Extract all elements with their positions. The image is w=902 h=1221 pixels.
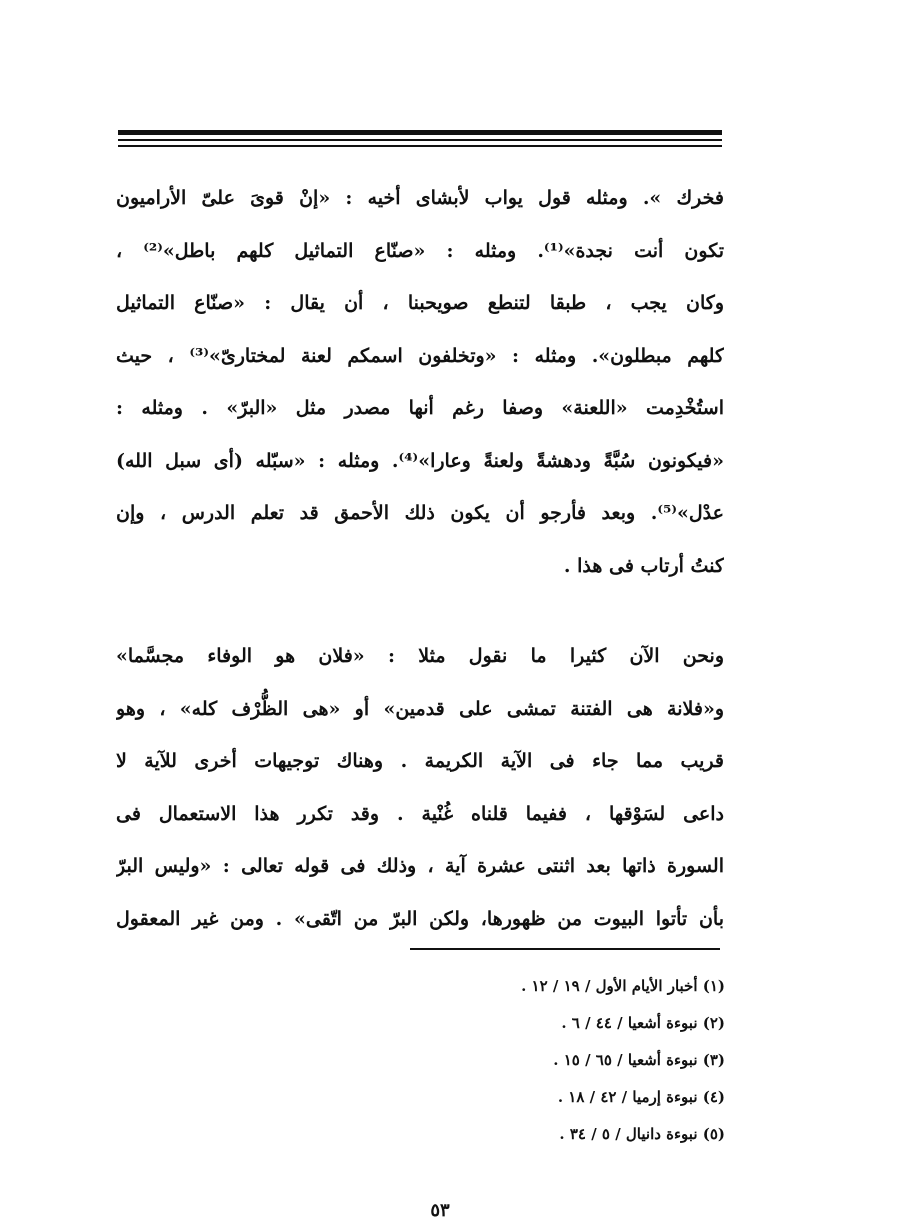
- footnote-4: (٤) نبوءة إرميا / ٤٢ / ١٨ .: [557, 1088, 725, 1106]
- footnote-5: (٥) نبوءة دانيال / ٥ / ٣٤ .: [559, 1125, 725, 1143]
- header-rule-thin-lower: [118, 145, 722, 147]
- text-line: تكون أنت نجدة»⁽¹⁾. ومثله : «صنّاع التماثيل كلهم باطل»⁽²⁾ ،: [116, 239, 724, 262]
- page-number: ٥٣: [430, 1200, 450, 1221]
- footnote-separator: [410, 948, 720, 950]
- header-rule-thin: [118, 139, 722, 141]
- text-line: استُخْدِمت «اللعنة» وصفا رغم أنها مصدر مثل «البرّ» . ومثله :: [116, 397, 724, 419]
- text-line: قريب مما جاء فى الآية الكريمة . وهناك توجيهات أخرى للآية لا: [116, 750, 724, 772]
- text-line: كنتُ أرتاب فى هذا .: [563, 554, 724, 577]
- text-line: و«فلانة هى الفتنة تمشى على قدمين» أو «هى الظُّرْف كله» ، وهو: [116, 697, 724, 720]
- text-line: ونحن الآن كثيرا ما نقول مثلا : «فلان هو الوفاء مجسَّما»: [116, 645, 724, 667]
- text-line: وكان يجب ، طبقا لتنطع صويحبنا ، أن يقال : «صنّاع التماثيل: [116, 292, 724, 314]
- footnote-2: (٢) نبوءة أشعيا / ٤٤ / ٦ .: [561, 1014, 725, 1032]
- text-line: عدْل»⁽⁵⁾. وبعد فأرجو أن يكون ذلك الأحمق قد تعلم الدرس ، وإن: [116, 502, 724, 524]
- text-line: السورة ذاتها بعد اثنتى عشرة آية ، وذلك فى قوله تعالى : «وليس البرّ: [116, 855, 724, 877]
- paragraph-1: [116, 172, 724, 592]
- text-line: بأن تأتوا البيوت من ظهورها، ولكن البرّ من اتّقى» . ومن غير المعقول: [116, 907, 724, 930]
- text-line: «فيكونون سُبَّةً ودهشةً ولعنةً وعارا»⁽⁴⁾. ومثله : «سبّله (أى سبل الله): [116, 449, 724, 472]
- header-rule-thick: [118, 130, 722, 135]
- text-line: داعى لسَوْقها ، ففيما قلناه غُنْية . وقد تكرر هذا الاستعمال فى: [116, 802, 724, 825]
- footnote-1: (١) أخبار الأيام الأول / ١٩ / ١٢ .: [521, 977, 725, 995]
- paragraph-2: [116, 630, 724, 945]
- footnote-3: (٣) نبوءة أشعيا / ٦٥ / ١٥ .: [553, 1051, 725, 1069]
- footnotes: [380, 968, 725, 1153]
- text-line: كلهم مبطلون». ومثله : «وتخلفون اسمكم لعنة لمختارىّ»⁽³⁾ ، حيث: [116, 344, 724, 367]
- text-line: فخرك ». ومثله قول يواب لأبشاى أخيه : «إنْ قوىَ علىّ الأراميون: [116, 187, 724, 209]
